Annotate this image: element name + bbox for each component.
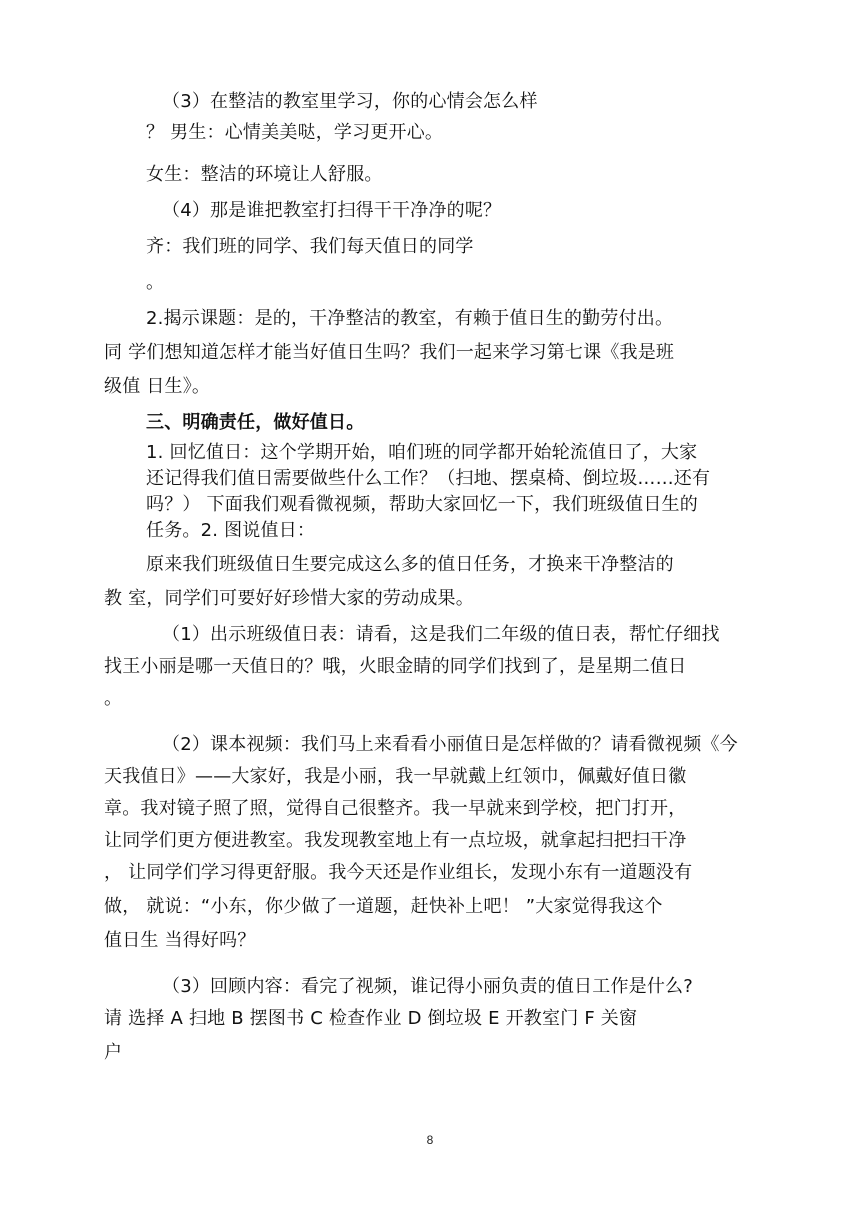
- text-line-question-4: （4）那是谁把教室打扫得干干净净的呢？: [162, 200, 502, 221]
- text-line-video-4: 让同学们更方便进教室。我发现教室地上有一点垃圾，就拿起扫把扫干净: [104, 830, 687, 851]
- text-line-question-3: （3）在整洁的教室里学习，你的心情会怎么样: [162, 91, 538, 112]
- text-line-topic-reveal: 2.揭示课题：是的，干净整洁的教室，有赖于值日生的勤劳付出。: [146, 308, 674, 329]
- text-line-video-7: 值日生 当得好吗？: [104, 930, 256, 951]
- text-line-topic-end: 级值 日生》。: [104, 376, 211, 397]
- text-line-roster-1: （1）出示班级值日表：请看，这是我们二年级的值日表，帮忙仔细找: [162, 624, 720, 645]
- text-line-roster-end: 。: [104, 688, 123, 709]
- text-line-video-1: （2）课本视频：我们马上来看看小丽值日是怎样做的？请看微视频《今: [162, 734, 738, 755]
- text-line-period: 。: [146, 272, 165, 293]
- text-line-recall-4: 任务。2. 图说值日：: [146, 520, 316, 541]
- text-line-video-6: 做， 就说：“小东，你少做了一道题，赶快补上吧！ ”大家觉得我这个: [104, 896, 663, 917]
- text-line-girls-answer: 女生：整洁的环境让人舒服。: [146, 164, 383, 185]
- text-line-video-5: ， 让同学们学习得更舒服。我今天还是作业组长，发现小东有一道题没有: [104, 862, 693, 883]
- text-line-video-3: 章。我对镜子照了照，觉得自己很整齐。我一早就来到学校，把门打开，: [104, 798, 687, 819]
- text-line-recall-2: 还记得我们值日需要做些什么工作？（扫地、摆桌椅、倒垃圾……还有: [146, 468, 711, 489]
- text-line-review-options: 请 选择 A 扫地 B 摆图书 C 检查作业 D 倒垃圾 E 开教室门 F 关窗: [104, 1008, 638, 1029]
- text-line-recall-3: 吗？） 下面我们观看微视频，帮助大家回忆一下，我们班级值日生的: [146, 494, 698, 515]
- text-line-boys-answer: ？ 男生：心情美美哒，学习更开心。: [146, 122, 444, 143]
- page-number: 8: [426, 1133, 434, 1147]
- text-line-review-end: 户: [104, 1042, 123, 1063]
- text-line-duty-summary-end: 教 室，同学们可要好好珍惜大家的劳动成果。: [104, 588, 474, 609]
- text-line-roster-2: 找王小丽是哪一天值日的？哦，火眼金睛的同学们找到了，是星期二值日: [104, 656, 687, 677]
- text-line-topic-continue: 同 学们想知道怎样才能当好值日生吗？我们一起来学习第七课《我是班: [104, 342, 675, 363]
- text-line-chorus-answer: 齐：我们班的同学、我们每天值日的同学: [146, 236, 474, 257]
- text-line-review-1: （3）回顾内容：看完了视频，谁记得小丽负责的值日工作是什么?: [162, 976, 694, 997]
- text-line-video-2: 天我值日》——大家好，我是小丽，我一早就戴上红领巾，佩戴好值日徽: [104, 766, 687, 787]
- text-line-duty-summary: 原来我们班级值日生要完成这么多的值日任务，才换来干净整洁的: [146, 554, 674, 575]
- section-heading: 三、明确责任，做好值日。: [146, 412, 365, 433]
- text-line-recall-1: 1. 回忆值日：这个学期开始，咱们班的同学都开始轮流值日了，大家: [146, 442, 698, 463]
